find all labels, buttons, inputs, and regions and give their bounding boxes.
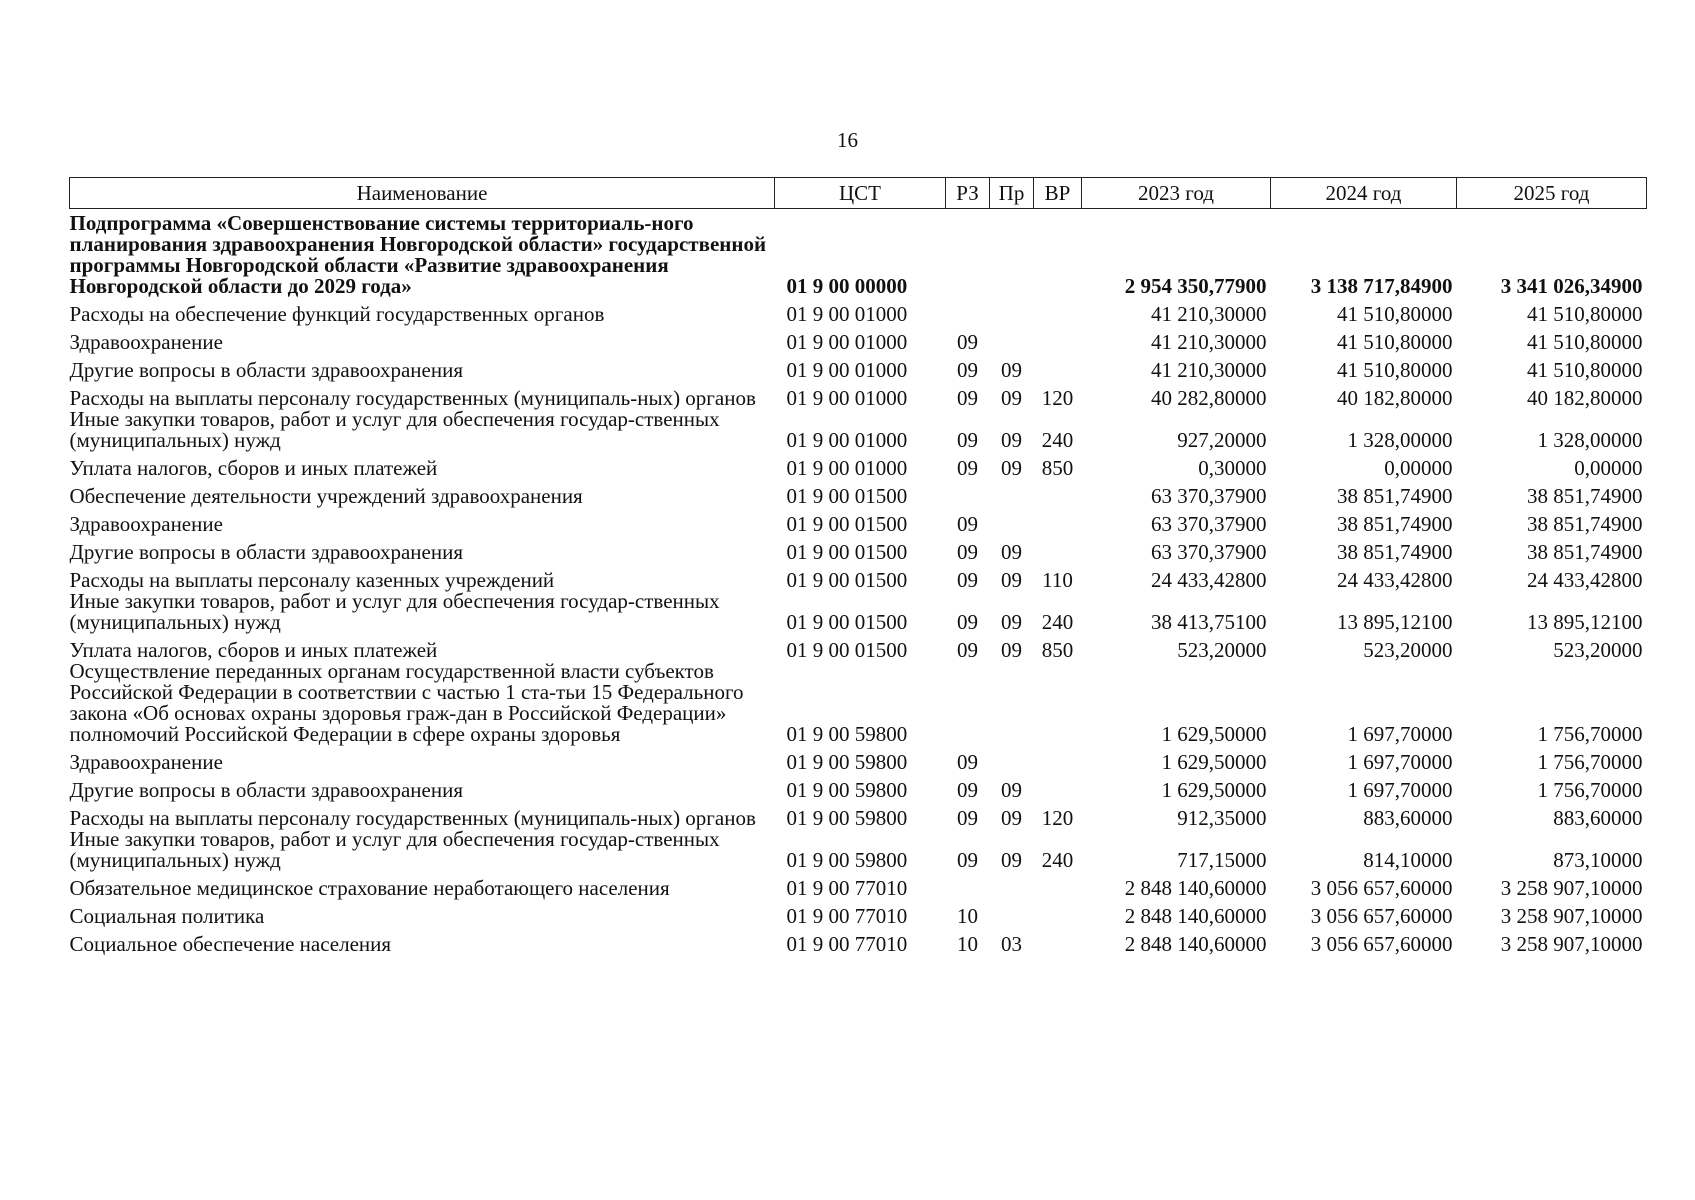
table-row (70, 899, 1647, 927)
cell-rz: 10 (957, 932, 978, 956)
cell-name: Расходы на выплаты персоналу государственных (муниципаль-ных) органов (69, 386, 756, 410)
cell-2025: 3 258 907,10000 (1500, 876, 1643, 900)
cell-cst: 01 9 00 01000 (786, 302, 908, 326)
cell-pr: 09 (1001, 848, 1022, 872)
cell-2025: 38 851,74900 (1527, 484, 1643, 508)
cell-2024: 38 851,74900 (1337, 540, 1453, 564)
cell-2025: 41 510,80000 (1527, 302, 1643, 326)
cell-pr (990, 745, 1034, 773)
cell-2024: 13 895,12100 (1337, 610, 1453, 634)
cell-2025: 873,10000 (1553, 848, 1643, 872)
table-row (70, 297, 1647, 325)
cell-vr (1034, 745, 1082, 773)
cell-vr (1034, 507, 1082, 535)
cell-2023: 2 848 140,60000 (1124, 876, 1267, 900)
table-header (70, 178, 1647, 209)
cell-rz: 09 (957, 386, 978, 410)
table-row (70, 745, 1647, 773)
cell-cst: 01 9 00 01500 (786, 610, 908, 634)
table-row (70, 633, 1647, 661)
cell-2023: 63 370,37900 (1151, 540, 1267, 564)
cell-2023: 40 282,80000 (1151, 386, 1267, 410)
cell-rz: 09 (957, 330, 978, 354)
cell-vr (1034, 209, 1082, 298)
cell-2024: 0,00000 (1384, 456, 1453, 480)
cell-2023: 1 629,50000 (1161, 778, 1267, 802)
cell-name: Уплата налогов, сборов и иных платежей (69, 456, 438, 480)
cell-cst: 01 9 00 01000 (786, 386, 908, 410)
cell-vr (1034, 871, 1082, 899)
header-vr: ВР (1034, 178, 1082, 209)
table-row (70, 381, 1647, 409)
cell-vr: 110 (1042, 568, 1073, 592)
cell-rz: 09 (957, 806, 978, 830)
cell-rz: 10 (957, 904, 978, 928)
cell-cst: 01 9 00 01000 (786, 456, 908, 480)
cell-cst: 01 9 00 59800 (786, 750, 908, 774)
cell-name: Расходы на выплаты персоналу государственных (муниципаль-ных) органов (69, 806, 756, 830)
table-row (70, 563, 1647, 591)
cell-2024: 1 697,70000 (1347, 722, 1453, 746)
cell-2024: 38 851,74900 (1337, 484, 1453, 508)
cell-2025: 1 756,70000 (1537, 778, 1643, 802)
cell-vr (1034, 325, 1082, 353)
cell-name: Осуществление переданных органам государственной власти субъектов Российской Федерации в соответствии с частью 1 ста-тьи 15 Федерального закона «Об основах охраны здоровья граж-дан в Российской Федерации» полномочий Российской Федерации в сфере охраны здоровья (69, 659, 744, 746)
cell-2025: 1 328,00000 (1537, 428, 1643, 452)
cell-2025: 40 182,80000 (1527, 386, 1643, 410)
table-row (70, 661, 1647, 745)
cell-2024: 40 182,80000 (1337, 386, 1453, 410)
header-2024: 2024 год (1271, 178, 1457, 209)
cell-pr: 09 (1001, 610, 1022, 634)
cell-2024: 1 328,00000 (1347, 428, 1453, 452)
cell-2023: 63 370,37900 (1151, 484, 1267, 508)
cell-rz: 09 (957, 778, 978, 802)
budget-table (69, 177, 1647, 955)
cell-2023: 41 210,30000 (1151, 330, 1267, 354)
header-rz: РЗ (946, 178, 990, 209)
cell-2023: 2 848 140,60000 (1124, 904, 1267, 928)
cell-cst: 01 9 00 77010 (786, 932, 908, 956)
cell-cst: 01 9 00 01500 (786, 540, 908, 564)
cell-vr (1034, 661, 1082, 745)
cell-pr (990, 871, 1034, 899)
header-cst: ЦСТ (775, 178, 946, 209)
cell-2025: 3 258 907,10000 (1500, 904, 1643, 928)
cell-name: Иные закупки товаров, работ и услуг для обеспечения государ-ственных (муниципальных) нужд (69, 827, 720, 872)
cell-rz: 09 (957, 428, 978, 452)
cell-name: Обязательное медицинское страхование неработающего населения (69, 876, 670, 900)
cell-cst: 01 9 00 01000 (786, 330, 908, 354)
cell-name: Социальное обеспечение населения (69, 932, 392, 956)
cell-pr (990, 899, 1034, 927)
cell-2025: 38 851,74900 (1527, 512, 1643, 536)
cell-rz: 09 (957, 750, 978, 774)
cell-cst: 01 9 00 01000 (786, 428, 908, 452)
table-row (70, 801, 1647, 829)
cell-rz: 09 (957, 512, 978, 536)
table-row (70, 829, 1647, 871)
cell-2025: 523,20000 (1553, 638, 1643, 662)
cell-cst: 01 9 00 01000 (786, 358, 908, 382)
cell-pr: 03 (1001, 932, 1022, 956)
cell-2024: 523,20000 (1363, 638, 1453, 662)
cell-vr: 240 (1041, 848, 1074, 872)
cell-rz (946, 661, 990, 745)
cell-2024: 3 056 657,60000 (1310, 932, 1453, 956)
cell-2024: 3 056 657,60000 (1310, 904, 1453, 928)
header-2023: 2023 год (1082, 178, 1271, 209)
cell-rz: 09 (957, 568, 978, 592)
cell-2023: 912,35000 (1177, 806, 1267, 830)
cell-rz (946, 479, 990, 507)
cell-pr: 09 (1001, 540, 1022, 564)
cell-name: Иные закупки товаров, работ и услуг для обеспечения государ-ственных (муниципальных) нужд (69, 589, 720, 634)
cell-2023: 927,20000 (1177, 428, 1267, 452)
table-row (70, 871, 1647, 899)
cell-2025: 24 433,42800 (1527, 568, 1643, 592)
cell-cst: 01 9 00 77010 (786, 876, 908, 900)
cell-2023: 38 413,75100 (1151, 610, 1267, 634)
cell-2024: 3 056 657,60000 (1310, 876, 1453, 900)
cell-2024: 38 851,74900 (1337, 512, 1453, 536)
header-2025: 2025 год (1457, 178, 1647, 209)
cell-vr: 850 (1041, 456, 1074, 480)
cell-2024: 41 510,80000 (1337, 358, 1453, 382)
cell-vr (1034, 899, 1082, 927)
cell-name: Другие вопросы в области здравоохранения (69, 358, 463, 382)
cell-name: Здравоохранение (69, 750, 223, 774)
cell-name: Другие вопросы в области здравоохранения (69, 778, 463, 802)
cell-vr: 120 (1041, 806, 1074, 830)
cell-pr: 09 (1001, 778, 1022, 802)
cell-2025: 13 895,12100 (1527, 610, 1643, 634)
cell-pr: 09 (1001, 428, 1022, 452)
cell-2024: 3 138 717,84900 (1310, 274, 1453, 298)
table-row (70, 479, 1647, 507)
cell-pr: 09 (1001, 358, 1022, 382)
cell-pr: 09 (1001, 806, 1022, 830)
cell-vr (1034, 927, 1082, 955)
cell-2023: 1 629,50000 (1161, 722, 1267, 746)
cell-2025: 41 510,80000 (1527, 358, 1643, 382)
table-row (70, 451, 1647, 479)
cell-2023: 41 210,30000 (1151, 302, 1267, 326)
cell-vr (1034, 479, 1082, 507)
cell-name: Расходы на выплаты персоналу казенных учреждений (69, 568, 555, 592)
cell-name: Иные закупки товаров, работ и услуг для обеспечения государ-ственных (муниципальных) нужд (69, 407, 720, 452)
cell-cst: 01 9 00 00000 (786, 274, 908, 298)
cell-2023: 24 433,42800 (1151, 568, 1267, 592)
cell-vr (1034, 535, 1082, 563)
table-row (70, 507, 1647, 535)
cell-cst: 01 9 00 59800 (786, 806, 908, 830)
cell-pr: 09 (1001, 456, 1022, 480)
cell-name: Другие вопросы в области здравоохранения (69, 540, 463, 564)
cell-2024: 1 697,70000 (1347, 750, 1453, 774)
table-row (70, 927, 1647, 955)
cell-2023: 0,30000 (1198, 456, 1267, 480)
cell-rz: 09 (957, 610, 978, 634)
cell-vr: 240 (1041, 610, 1074, 634)
table-row (70, 591, 1647, 633)
cell-rz (946, 297, 990, 325)
cell-vr (1034, 773, 1082, 801)
cell-rz: 09 (957, 848, 978, 872)
cell-2025: 41 510,80000 (1527, 330, 1643, 354)
cell-cst: 01 9 00 77010 (786, 904, 908, 928)
cell-pr: 09 (1001, 568, 1022, 592)
cell-2025: 3 258 907,10000 (1500, 932, 1643, 956)
header-row (70, 178, 1647, 209)
cell-vr: 120 (1041, 386, 1074, 410)
cell-name: Уплата налогов, сборов и иных платежей (69, 638, 438, 662)
cell-pr (990, 479, 1034, 507)
cell-name: Расходы на обеспечение функций государственных органов (69, 302, 605, 326)
cell-cst: 01 9 00 01500 (786, 568, 908, 592)
table-row (70, 773, 1647, 801)
table-row (70, 209, 1647, 298)
cell-cst: 01 9 00 01500 (786, 512, 908, 536)
cell-rz: 09 (957, 638, 978, 662)
cell-vr: 240 (1041, 428, 1074, 452)
cell-vr: 850 (1041, 638, 1074, 662)
table-row (70, 409, 1647, 451)
cell-cst: 01 9 00 59800 (786, 778, 908, 802)
cell-cst: 01 9 00 59800 (786, 848, 908, 872)
cell-2023: 717,15000 (1177, 848, 1267, 872)
cell-name: Социальная политика (69, 904, 265, 928)
cell-2023: 41 210,30000 (1151, 358, 1267, 382)
cell-vr (1034, 297, 1082, 325)
cell-2024: 883,60000 (1363, 806, 1453, 830)
cell-2025: 0,00000 (1574, 456, 1643, 480)
cell-2024: 24 433,42800 (1337, 568, 1453, 592)
cell-2025: 1 756,70000 (1537, 750, 1643, 774)
cell-2025: 883,60000 (1553, 806, 1643, 830)
cell-2024: 41 510,80000 (1337, 302, 1453, 326)
header-pr: Пр (990, 178, 1034, 209)
cell-vr (1034, 353, 1082, 381)
cell-2023: 2 848 140,60000 (1124, 932, 1267, 956)
cell-name: Здравоохранение (69, 512, 223, 536)
cell-2024: 1 697,70000 (1347, 778, 1453, 802)
table-row (70, 353, 1647, 381)
cell-rz: 09 (957, 358, 978, 382)
table-row (70, 325, 1647, 353)
cell-pr (990, 325, 1034, 353)
cell-cst: 01 9 00 01500 (786, 638, 908, 662)
cell-2025: 38 851,74900 (1527, 540, 1643, 564)
cell-pr (990, 209, 1034, 298)
cell-pr (990, 661, 1034, 745)
cell-pr (990, 507, 1034, 535)
cell-rz: 09 (957, 540, 978, 564)
cell-name: Обеспечение деятельности учреждений здравоохранения (69, 484, 583, 508)
table-row (70, 535, 1647, 563)
cell-name: Здравоохранение (69, 330, 223, 354)
page-number: 16 (837, 128, 858, 152)
cell-rz (946, 871, 990, 899)
cell-cst: 01 9 00 59800 (786, 722, 908, 746)
cell-pr: 09 (1001, 638, 1022, 662)
cell-pr: 09 (1001, 386, 1022, 410)
cell-rz (946, 209, 990, 298)
cell-2024: 41 510,80000 (1337, 330, 1453, 354)
cell-2023: 523,20000 (1177, 638, 1267, 662)
cell-2025: 3 341 026,34900 (1500, 274, 1643, 298)
cell-cst: 01 9 00 01500 (786, 484, 908, 508)
cell-rz: 09 (957, 456, 978, 480)
cell-2024: 814,10000 (1363, 848, 1453, 872)
cell-2023: 2 954 350,77900 (1124, 274, 1267, 298)
cell-2025: 1 756,70000 (1537, 722, 1643, 746)
table-body (70, 209, 1647, 956)
header-name: Наименование (70, 178, 775, 209)
cell-2023: 1 629,50000 (1161, 750, 1267, 774)
cell-name: Подпрограмма «Совершенствование системы территориаль-ного планирования здравоохранения Новгородской области» государственной программы Новгородской области «Развитие здравоохранения Новгородской области до 2029 года» (69, 211, 767, 298)
cell-2023: 63 370,37900 (1151, 512, 1267, 536)
cell-pr (990, 297, 1034, 325)
